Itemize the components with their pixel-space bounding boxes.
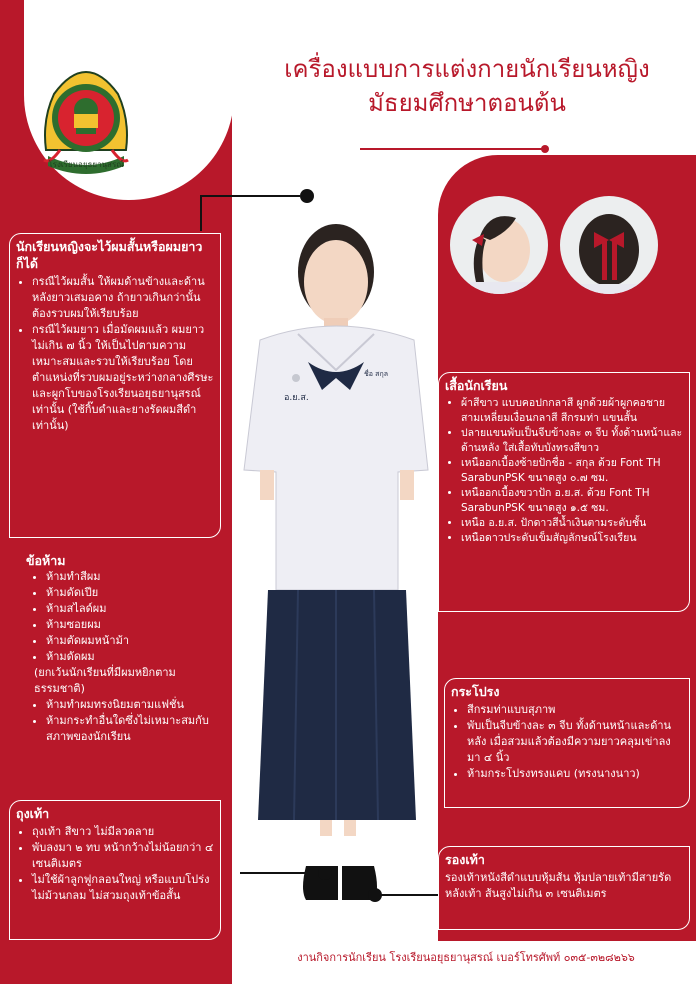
shoes-heading: รองเท้า <box>445 852 485 867</box>
prohibited-heading: ข้อห้าม <box>26 553 66 568</box>
socks-item: • พับลงมา ๒ ทบ หน้ากว้างไม่น้อยกว่า ๔ เซนติเมตร <box>32 840 214 872</box>
ponytail-illustration <box>450 196 548 294</box>
shirt-item: • เหนือ อ.ย.ส. ปักดาวสีน้ำเงินตามระดับชั้น <box>461 516 683 531</box>
page-title <box>240 52 694 120</box>
shirt-heading: เสื้อนักเรียน <box>445 378 508 393</box>
shoes-connector <box>380 894 438 896</box>
hair-rule-item: • กรณีไว้ผมสั้น ให้ผมด้านข้างและด้านหลังยาวเสมอคาง ถ้ายาวเกินกว่านั้นต้องรวบผมให้เรียบร้อย <box>32 274 214 322</box>
prohibited-section <box>26 552 226 745</box>
hair-heading: นักเรียนหญิงจะไว้ผมสั้นหรือผมยาวก็ได้ <box>16 239 203 271</box>
hair-rule-item: • กรณีไว้ผมยาว เมื่อมัดผมแล้ว ผมยาวไม่เกิน ๗ นิ้ว ให้เป็นไปตามความเหมาะสมและรวบให้เรียบร้อย โดยตำแหน่งที่รวบผมอยู่ระหว่างกลางศีรษะและผูกโบของโรงเรียนอยุธยานุสรณ์เท่านั้น (ใช้กิ๊บดำและยางรัดผมสีดำเท่านั้น) <box>32 322 214 434</box>
prohibited-item: • ห้ามดัดเปีย <box>46 585 226 601</box>
prohibited-item: • ห้ามซอยผม <box>46 617 226 633</box>
skirt-item: • ห้ามกระโปรงทรงแคบ (ทรงนางนาว) <box>467 766 683 782</box>
shirt-item: • ผ้าสีขาว แบบคอปกกลาสี ผูกด้วยผ้าผูกคอชายสามเหลี่ยมเงื่อนกลาสี สีกรมท่า แขนสั้น <box>461 396 683 426</box>
shirt-item: • เหนืออกเบื้องซ้ายปักชื่อ - สกุล ด้วย Font TH SarabunPSK ขนาดสูง ๐.๗ ซม. <box>461 456 683 486</box>
hair-rules-box <box>9 233 221 538</box>
title-line-2: มัธยมศึกษาตอนต้น <box>368 89 566 117</box>
shirt-item: • เหนืออกเบื้องขวาปัก อ.ย.ส. ด้วย Font TH SarabunPSK ขนาดสูง ๑.๕ ซม. <box>461 486 683 516</box>
hair-connector-h <box>200 195 300 197</box>
shirt-name-tag: ชื่อ สกุล <box>364 370 388 378</box>
title-line-1: เครื่องแบบการแต่งกายนักเรียนหญิง <box>284 55 650 83</box>
shoes-box <box>438 846 690 930</box>
hair-photo-ponytail <box>450 196 548 294</box>
shirt-item: • ปลายแขนพับเป็นจีบข้างละ ๓ จีบ ทั้งด้านหน้าและด้านหลัง ใส่เสื้อทับบังทรงสีขาว <box>461 426 683 456</box>
hair-connector-dot <box>300 189 314 203</box>
shoes-text: รองเท้าหนังสีดำแบบหุ้มส้น หุ้มปลายเท้ามีสายรัดหลังเท้า ส้นสูงไม่เกิน ๓ เซนติเมตร <box>445 871 672 900</box>
socks-item: • ถุงเท้า สีขาว ไม่มีลวดลาย <box>32 824 214 840</box>
shirt-abbr: อ.ย.ส. <box>284 393 309 403</box>
footer-contact: งานกิจการนักเรียน โรงเรียนอยุธยานุสรณ์ เบอร์โทรศัพท์ ๐๓๕-๓๒๘๒๖๖ <box>297 951 635 964</box>
title-underline <box>360 148 545 150</box>
skirt-item: • สีกรมท่าแบบสุภาพ <box>467 702 683 718</box>
prohibited-item: • ห้ามดัดผม <box>46 649 226 665</box>
prohibited-item: • ห้ามกระทำอื่นใดซึ่งไม่เหมาะสมกับสภาพของนักเรียน <box>46 713 226 745</box>
logo-caption: โรงเรียนอยุธยานุสรณ์ <box>48 160 124 169</box>
socks-connector-dot <box>318 866 332 880</box>
socks-connector <box>240 872 320 874</box>
prohibited-item: • ห้ามทำผมทรงนิยมตามแฟชั่น <box>46 697 226 713</box>
prohibited-note: (ยกเว้นนักเรียนที่มีผมหยิกตามธรรมชาติ) <box>34 666 176 695</box>
socks-item: • ไม่ใช้ผ้าลูกฟูกลอนใหญ่ หรือแบบโปร่ง ไม่ม้วนกลม ไม่สวมถุงเท้าข้อสั้น <box>32 872 214 904</box>
socks-heading: ถุงเท้า <box>16 806 50 821</box>
skirt-heading: กระโปรง <box>451 684 500 699</box>
hair-connector-v <box>200 195 202 231</box>
prohibited-item: • ห้ามตัดผมหน้าม้า <box>46 633 226 649</box>
ribbon-illustration <box>560 196 658 294</box>
student-photo <box>238 200 436 925</box>
prohibited-item: • ห้ามสไลด์ผม <box>46 601 226 617</box>
shoes-connector-dot <box>368 888 382 902</box>
shirt-box <box>438 372 690 612</box>
shirt-item: • เหนือดาวประดับเข็มสัญลักษณ์โรงเรียน <box>461 531 683 546</box>
title-dot <box>541 145 549 153</box>
prohibited-item: • ห้ามทำสีผม <box>46 569 226 585</box>
hair-photo-ribbon <box>560 196 658 294</box>
skirt-box <box>444 678 690 808</box>
skirt-item: • พับเป็นจีบข้างละ ๓ จีบ ทั้งด้านหน้าและด้านหลัง เมื่อสวมแล้วต้องมีความยาวคลุมเข่าลงมา ๔ นิ้ว <box>467 718 683 766</box>
socks-box <box>9 800 221 940</box>
